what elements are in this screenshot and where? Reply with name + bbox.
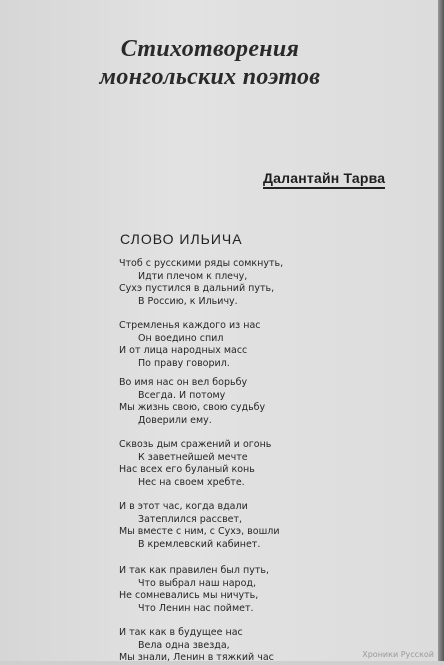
poem-line: Сквозь дым сражений и огонь bbox=[119, 439, 272, 450]
poem-line: Стремленья каждого из нас bbox=[119, 320, 261, 331]
poem-line: Вела одна звезда, bbox=[138, 639, 230, 651]
poem-line: Чтоб с русскими ряды сомкнуть, bbox=[119, 258, 284, 269]
stanza-4 bbox=[119, 439, 319, 489]
poem-line: Мы вместе с ним, с Сухэ, вошли bbox=[119, 526, 280, 537]
poem-line: Он воедино спил bbox=[138, 332, 224, 344]
poem-line: Всегда. И потому bbox=[138, 389, 226, 401]
watermark: Хроники Русской bbox=[362, 650, 434, 659]
stanza-3 bbox=[119, 377, 319, 427]
poem-line: И так как правилен был путь, bbox=[119, 565, 269, 576]
author-name: Далантайн Тарва bbox=[263, 170, 385, 189]
poem-line: В кремлевский кабинет. bbox=[138, 538, 261, 550]
poem-line: И так как в будущее нас bbox=[119, 627, 243, 638]
poem-line: Идти плечом к плечу, bbox=[138, 270, 248, 282]
poem-line: Что Ленин нас поймет. bbox=[138, 602, 254, 614]
stanza-2 bbox=[119, 320, 319, 370]
poem-title: СЛОВО ИЛЬИЧА bbox=[120, 231, 243, 247]
poem-line: По праву говорил. bbox=[138, 357, 230, 369]
poem-line: И от лица народных масс bbox=[119, 345, 248, 356]
page-edge bbox=[438, 0, 444, 661]
poem-line: Мы знали, Ленин в тяжкий час bbox=[119, 652, 274, 663]
poem-line: Сухэ пустился в дальний путь, bbox=[119, 283, 275, 294]
poem-line: В Россию, к Ильичу. bbox=[138, 295, 238, 307]
poem-line: Нес на своем хребте. bbox=[138, 476, 245, 488]
poem-line: К заветнейшей мечте bbox=[138, 451, 248, 463]
poem-line: Не сомневались мы ничуть, bbox=[119, 590, 259, 601]
stanza-1 bbox=[119, 258, 319, 308]
heading-line-1: Стихотворения bbox=[120, 36, 300, 62]
poem-line: Затеплился рассвет, bbox=[138, 513, 243, 525]
stanza-5 bbox=[119, 501, 319, 551]
poem-line: И в этот час, когда вдали bbox=[119, 501, 248, 512]
poem-line: Мы жизнь свою, свою судьбу bbox=[119, 402, 266, 413]
poem-line: Нас всех его буланый конь bbox=[119, 464, 255, 475]
heading-line-2: монгольских поэтов bbox=[99, 64, 321, 90]
poem-line: Во имя нас он вел борьбу bbox=[119, 377, 248, 388]
stanza-7 bbox=[119, 627, 319, 665]
stanza-6 bbox=[119, 565, 319, 615]
poem-line: Доверили ему. bbox=[138, 414, 212, 426]
poem-line: Что выбрал наш народ, bbox=[138, 577, 256, 589]
